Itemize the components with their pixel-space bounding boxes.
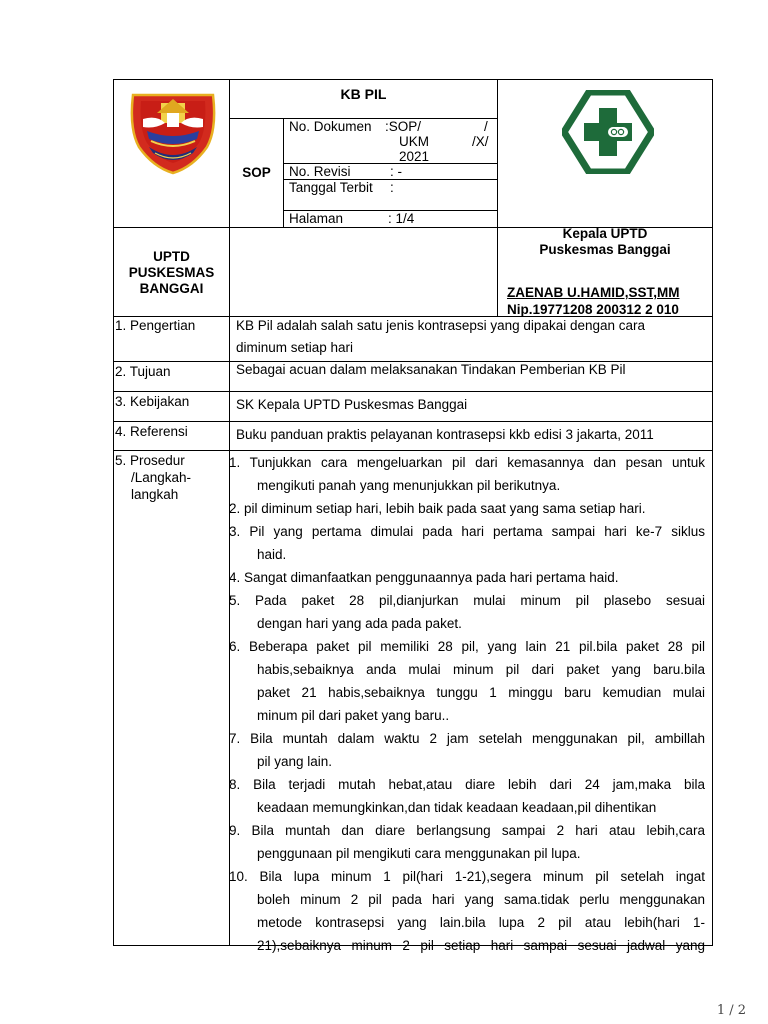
pengertian-label: 1. Pengertian <box>115 318 196 333</box>
procedure-step-line: 8. Bila terjadi mutah hebat,atau diare lebih dari 24 jam,maka bila <box>229 777 705 792</box>
procedure-step-continuation: 21),sebaiknya minum 2 pil setiap hari sampai sesuai jadwal yang <box>257 938 705 953</box>
procedure-step <box>229 566 705 589</box>
procedure-step-line: 4. Sangat dimanfaatkan penggunaannya pada hari pertama haid. <box>229 570 619 585</box>
signer-name: ZAENAB U.HAMID,SST,MM <box>507 285 680 300</box>
org-line-1: UPTD <box>153 249 190 264</box>
tujuan-label: 2. Tujuan <box>115 364 171 379</box>
issued-label: Tanggal Terbit <box>289 180 373 195</box>
procedure-step-continuation: keadaan memungkinkan,dan tidak keadaan keadaan,pil dihentikan <box>257 800 657 815</box>
prosedur-label-line-2: /Langkah- <box>131 470 192 485</box>
procedure-step <box>229 865 705 957</box>
kebijakan-text: SK Kepala UPTD Puskesmas Banggai <box>236 397 468 412</box>
procedure-step-continuation: minum pil dari paket yang baru.. <box>257 708 450 723</box>
prosedur-label-line-1: 5. Prosedur <box>115 453 185 468</box>
head-title-line-2: Puskesmas Banggai <box>539 242 671 257</box>
referensi-text: Buku panduan praktis pelayanan kontrasepsi kkb edisi 3 jakarta, 2011 <box>236 427 654 442</box>
procedure-step-line: 5. Pada paket 28 pil,dianjurkan mulai minum pil plasebo sesuai <box>229 593 705 608</box>
procedure-step <box>229 727 705 773</box>
procedure-step <box>229 451 705 497</box>
issued-value: : <box>390 180 394 195</box>
signer-nip: Nip.19771208 200312 2 010 <box>507 302 679 317</box>
table-border-left <box>113 79 114 946</box>
table-border-top <box>113 79 713 80</box>
kebijakan-label: 3. Kebijakan <box>115 394 190 409</box>
procedure-step-continuation: mengikuti panah yang menunjukkan pil berikutnya. <box>257 478 561 493</box>
referensi-label: 4. Referensi <box>115 424 188 439</box>
doc-no-x: /X/ <box>472 134 489 149</box>
document-title: KB PIL <box>340 86 387 102</box>
procedure-step-continuation: paket 21 habis,sebaiknya tunggu 1 minggu baru kemudian mulai <box>257 685 705 700</box>
pengertian-text-line-2: diminum setiap hari <box>236 340 354 355</box>
procedure-step <box>229 819 705 865</box>
procedure-step-line: 2. pil diminum setiap hari, lebih baik pada saat yang sama setiap hari. <box>229 501 646 516</box>
procedure-step <box>229 497 705 520</box>
doc-no-ukm: UKM <box>399 134 429 149</box>
procedure-step <box>229 520 705 566</box>
procedure-step-line: 3. Pil yang pertama dimulai pada hari pertama sampai hari ke-7 siklus <box>229 524 705 539</box>
procedure-step-continuation: penggunaan pil mengikuti cara menggunakan pil lupa. <box>257 846 581 861</box>
col-divider-header-right <box>497 79 498 316</box>
revision-value: : - <box>390 164 402 179</box>
doc-no-label: No. Dokumen <box>289 119 372 134</box>
procedure-step-continuation: dengan hari yang ada pada paket. <box>257 616 462 631</box>
org-line-3: BANGGAI <box>139 281 204 296</box>
procedure-step-line: 9. Bila muntah dan diare berlangsung sampai 2 hari atau lebih,cara <box>229 823 705 838</box>
puskesmas-logo-icon <box>562 90 654 174</box>
procedure-step-line: 1. Tunjukkan cara mengeluarkan pil dari kemasannya dan pesan untuk <box>229 455 705 470</box>
tujuan-text: Sebagai acuan dalam melaksanakan Tindakan Pemberian KB Pil <box>236 362 626 377</box>
revision-label: No. Revisi <box>289 164 351 179</box>
procedure-step <box>229 635 705 727</box>
procedure-step-line: 10. Bila lupa minum 1 pil(hari 1-21),segera minum pil setelah ingat <box>229 869 705 884</box>
banggai-emblem-icon <box>127 89 219 175</box>
org-line-2: PUSKESMAS <box>128 265 215 280</box>
sop-label: SOP <box>242 165 271 180</box>
head-title-line-1: Kepala UPTD <box>562 226 648 241</box>
procedure-step-continuation: boleh minum 2 pil pada hari yang sama.tidak perlu menggunakan <box>257 892 705 907</box>
procedure-step-continuation: haid. <box>257 547 287 562</box>
procedure-step-continuation: metode kontrasepsi yang lain.bila lupa 2 pil atau lebih(hari 1- <box>257 915 705 930</box>
doc-no-slash: / <box>484 119 488 134</box>
procedure-steps-list <box>229 451 705 957</box>
page-value: : 1/4 <box>388 211 415 226</box>
procedure-step-line: 6. Beberapa paket pil memiliki 28 pil, yang lain 21 pil.bila paket 28 pil <box>229 639 705 654</box>
row-divider-tujuan <box>113 391 713 392</box>
doc-no-sep: :SOP/ <box>385 119 422 134</box>
prosedur-label-line-3: langkah <box>131 487 179 502</box>
page-indicator: 1 / 2 <box>716 1003 746 1018</box>
procedure-step-continuation: pil yang lain. <box>257 754 333 769</box>
doc-no-year: 2021 <box>399 149 430 164</box>
pengertian-text-line-1: KB Pil adalah salah satu jenis kontrasepsi yang dipakai dengan cara <box>236 318 646 333</box>
table-border-right <box>712 79 713 946</box>
procedure-step-line: 7. Bila muntah dalam waktu 2 jam setelah menggunakan pil, ambillah <box>229 731 705 746</box>
procedure-step-continuation: habis,sebaiknya anda mulai minum pil dari paket yang baru.bila <box>257 662 705 677</box>
page-label: Halaman <box>289 211 344 226</box>
row-divider-kebijakan <box>113 421 713 422</box>
procedure-step <box>229 589 705 635</box>
procedure-step <box>229 773 705 819</box>
